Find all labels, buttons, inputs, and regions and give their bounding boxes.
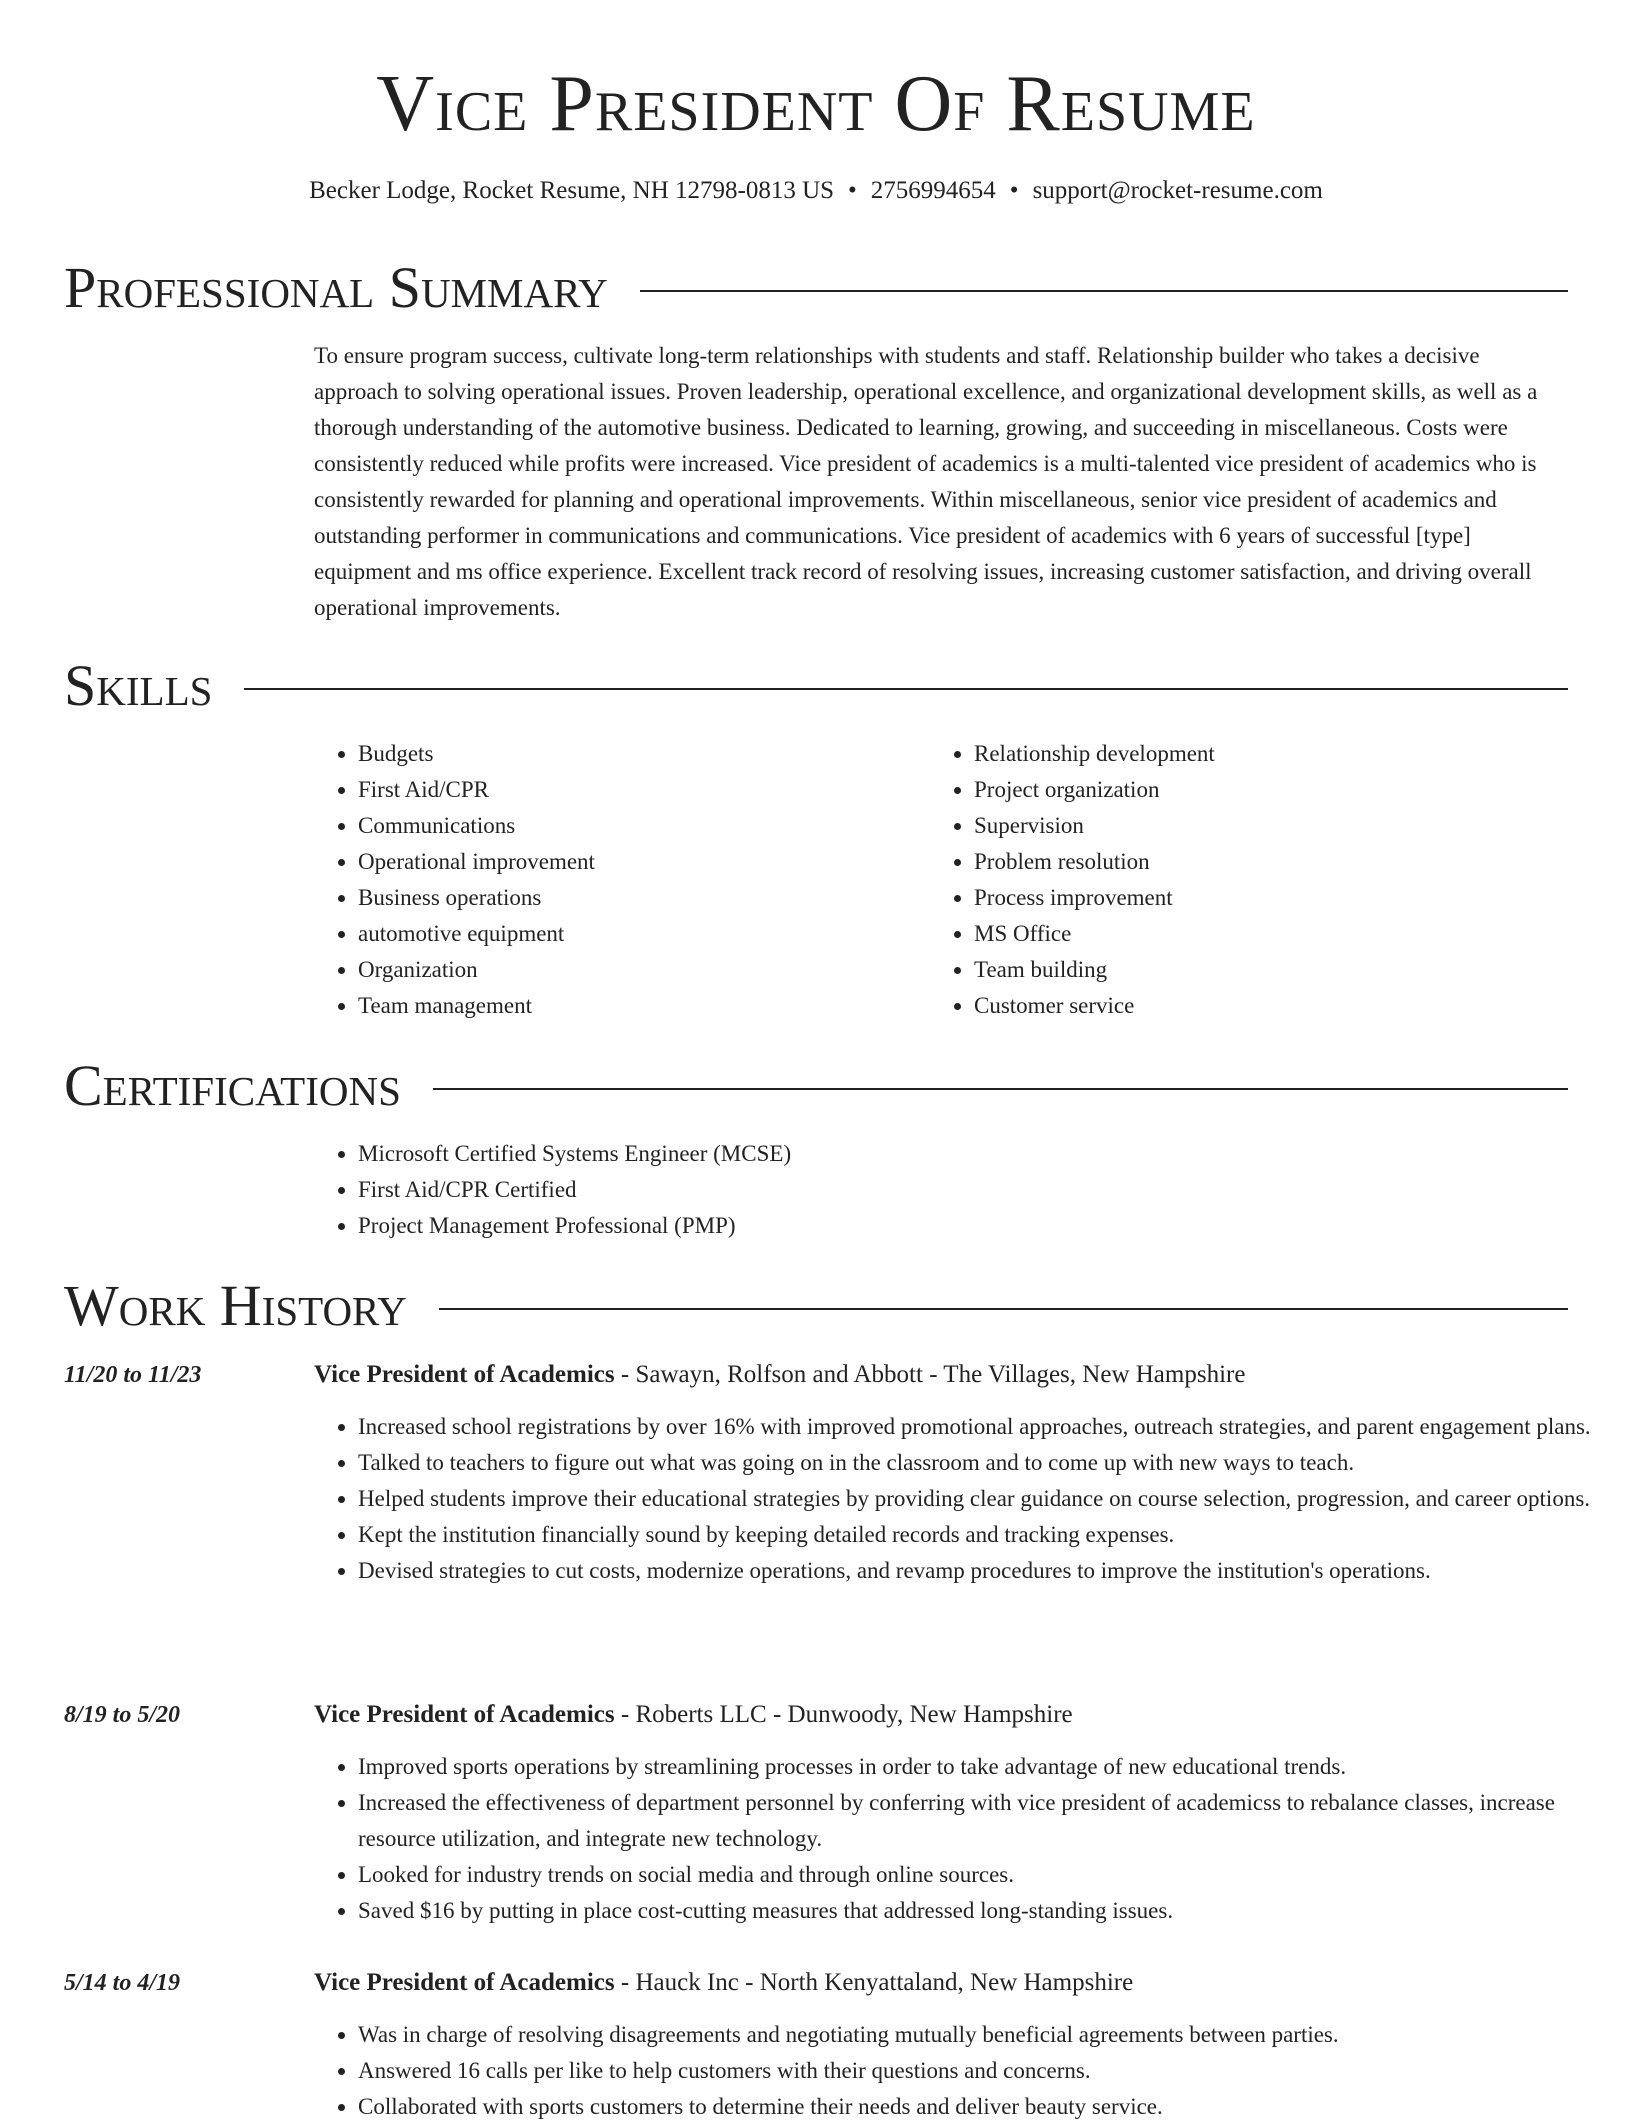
job-title: Vice President of Academics — [314, 1969, 615, 1996]
certification-item: • Project Management Professional (PMP) — [358, 1208, 1612, 1244]
job-bullet: • Was in charge of resolving disagreements and negotiating mutually beneficial agreements between parties. — [358, 2017, 1612, 2053]
job-dates: 8/19 to 5/20 — [64, 1702, 181, 1728]
job-bullet: • Kept the institution financially sound by keeping detailed records and tracking expenses. — [358, 1517, 1612, 1553]
contact-phone: 2756994654 — [870, 177, 996, 204]
job-bullet: • Talked to teachers to figure out what was going on in the classroom and to come up with new ways to teach. — [358, 1445, 1612, 1481]
job-bullet: • Devised strategies to cut costs, modernize operations, and revamp procedures to improve the institution's operations. — [358, 1553, 1612, 1589]
skills-list-right — [930, 736, 1614, 1024]
section-divider — [640, 290, 1568, 292]
skill-item: • First Aid/CPR — [358, 772, 958, 808]
skills-heading: Skills — [64, 653, 213, 718]
job-bullet: • Improved sports operations by streamlining processes in order to take advantage of new educational trends. — [358, 1749, 1612, 1785]
skill-item: • Relationship development — [974, 736, 1614, 772]
section-divider — [439, 1308, 1568, 1310]
job-company-location: - Roberts LLC - Dunwoody, New Hampshire — [614, 1701, 1073, 1728]
skills-section-header — [64, 654, 1568, 718]
skill-item: • Problem resolution — [974, 844, 1614, 880]
job-heading — [314, 1358, 1568, 1392]
skill-item: • Operational improvement — [358, 844, 958, 880]
job-dates: 11/20 to 11/23 — [64, 1362, 202, 1388]
skill-item: • Organization — [358, 952, 958, 988]
certification-item: • First Aid/CPR Certified — [358, 1172, 1612, 1208]
summary-text: To ensure program success, cultivate long-term relationships with students and staff. Relationship builder who takes a decisive approach to solving operational issues. Proven leadership, operational excellence, and organizational development skills, as well as a thorough understanding of the automotive business. Dedicated to learning, growing, and succeeding in miscellaneous. Costs were consistently reduced while profits were increased. Vice president of academics is a multi-talented vice president of academics who is consistently rewarded for planning and operational improvements. Within miscellaneous, senior vice president of academics and outstanding performer in communications and communications. Vice president of academics with 6 years of successful [type] equipment and ms office experience. Excellent track record of resolving issues, increasing customer satisfaction, and driving overall operational improvements. — [314, 343, 1538, 620]
contact-separator: • — [848, 177, 857, 204]
skill-item: • Customer service — [974, 988, 1614, 1024]
certifications-list — [314, 1136, 1612, 1244]
skill-item: • Project organization — [974, 772, 1614, 808]
job-bullet: • Saved $16 by putting in place cost-cutting measures that addressed long-standing issues. — [358, 1893, 1612, 1929]
job-company-location: - Sawayn, Rolfson and Abbott - The Villages, New Hampshire — [614, 1361, 1246, 1388]
job-bullet: • Helped students improve their educational strategies by providing clear guidance on course selection, progression, and career options. — [358, 1481, 1612, 1517]
resume-name: Vice President Of Resume — [376, 60, 1256, 148]
job-bullets — [314, 2017, 1612, 2125]
contact-address: Becker Lodge, Rocket Resume, NH 12798-0813 US — [309, 177, 835, 204]
job-title: Vice President of Academics — [314, 1701, 615, 1728]
skill-item: • MS Office — [974, 916, 1614, 952]
contact-separator: • — [1009, 177, 1019, 204]
job-company-location: - Hauck Inc - North Kenyattaland, New Hampshire — [614, 1969, 1134, 1996]
job-bullets — [314, 1409, 1612, 1589]
contact-email: support@rocket-resume.com — [1032, 177, 1323, 204]
job-bullet: • Collaborated with sports customers to determine their needs and deliver beauty service. — [358, 2089, 1612, 2125]
certifications-section-header — [64, 1054, 1568, 1118]
job-dates: 5/14 to 4/19 — [64, 1970, 181, 1996]
skill-item: • Team management — [358, 988, 958, 1024]
contact-line — [0, 174, 1632, 208]
job-title: Vice President of Academics — [314, 1361, 615, 1388]
job-heading — [314, 1698, 1568, 1732]
skill-item: • Process improvement — [974, 880, 1614, 916]
job-bullet: • Looked for industry trends on social media and through online sources. — [358, 1857, 1612, 1893]
work-history-section-header — [64, 1274, 1568, 1338]
job-bullet: • Answered 16 calls per like to help customers with their questions and concerns. — [358, 2053, 1612, 2089]
certification-item: • Microsoft Certified Systems Engineer (MCSE) — [358, 1136, 1612, 1172]
certifications-heading: Certifications — [64, 1053, 401, 1118]
skill-item: • Team building — [974, 952, 1614, 988]
skill-item: • Business operations — [358, 880, 958, 916]
work-history-heading: Work History — [64, 1273, 407, 1338]
summary-section-header — [64, 256, 1568, 320]
skill-item: • Communications — [358, 808, 958, 844]
job-bullet: • Increased the effectiveness of department personnel by conferring with vice president of academicss to rebalance classes, increase resource utilization, and integrate new technology. — [358, 1785, 1612, 1857]
section-divider — [433, 1088, 1568, 1090]
job-bullets — [314, 1749, 1612, 1929]
skill-item: • automotive equipment — [358, 916, 958, 952]
skill-item: • Budgets — [358, 736, 958, 772]
job-bullet: • Increased school registrations by over 16% with improved promotional approaches, outreach strategies, and parent engagement plans. — [358, 1409, 1612, 1445]
summary-heading: Professional Summary — [64, 255, 608, 320]
job-heading — [314, 1966, 1568, 2000]
skills-list-left — [314, 736, 958, 1024]
section-divider — [244, 688, 1568, 690]
skill-item: • Supervision — [974, 808, 1614, 844]
